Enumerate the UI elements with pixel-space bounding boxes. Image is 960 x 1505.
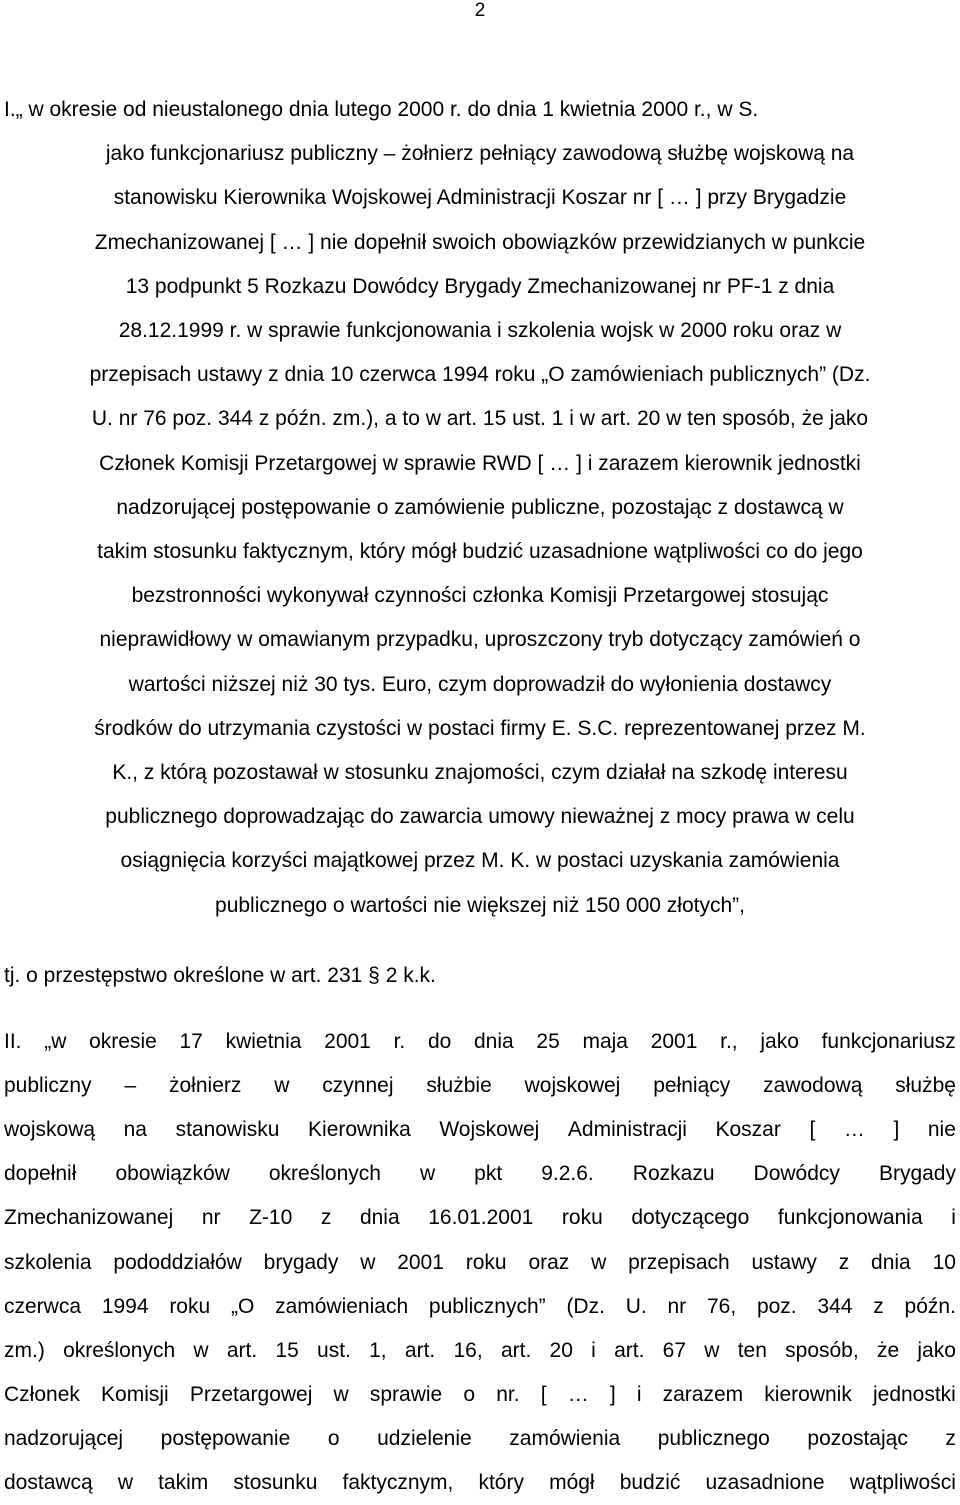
word: Koszar — [715, 1118, 781, 1142]
word: w — [360, 1250, 376, 1274]
word: jako — [917, 1338, 956, 1362]
word: … — [843, 1118, 865, 1142]
word: Członek — [4, 1382, 80, 1406]
word: „w — [44, 1030, 67, 1053]
word: 20 — [549, 1338, 573, 1362]
word: 9.2.6. — [541, 1162, 594, 1186]
word: na — [123, 1118, 147, 1142]
word: o — [327, 1426, 340, 1450]
word: roku — [561, 1206, 603, 1230]
word: wojskowej — [524, 1074, 621, 1098]
section-2-line — [0, 1241, 960, 1285]
word: dostawcą — [4, 1471, 93, 1494]
word: Kierownika — [308, 1118, 411, 1142]
word: publicznego — [657, 1426, 770, 1450]
word: wojskową — [4, 1118, 96, 1142]
word: w — [117, 1471, 133, 1494]
section-2-line — [0, 1020, 960, 1064]
word: jednostki — [872, 1382, 956, 1406]
word: w — [274, 1074, 290, 1098]
word: i — [636, 1382, 642, 1406]
word: o — [463, 1382, 476, 1406]
word: takim — [158, 1471, 209, 1494]
word: 25 — [536, 1030, 560, 1053]
word: stosunku — [233, 1471, 318, 1494]
word: i — [591, 1338, 596, 1362]
section-1-line: 13 podpunkt 5 Rozkazu Dowódcy Brygady Zmechanizowanej nr PF-1 z dnia — [125, 274, 835, 298]
word: oraz — [528, 1250, 570, 1274]
word: zawodową — [763, 1074, 863, 1098]
word: 15 — [275, 1338, 299, 1362]
word: roku — [169, 1294, 211, 1318]
section-1-line: nadzorującej postępowanie o zamówienie publiczne, pozostając z dostawcą w — [116, 495, 844, 519]
word: … — [567, 1382, 589, 1406]
word: nadzorującej — [4, 1426, 124, 1450]
word: sprawie — [369, 1382, 443, 1406]
word: faktycznym, — [342, 1471, 454, 1494]
word: czerwca — [4, 1294, 82, 1318]
section-1-line: publicznego o wartości nie większej niż 150 000 złotych”, — [215, 893, 745, 917]
word: czynnej — [322, 1074, 394, 1098]
section-2-line — [0, 1064, 960, 1108]
word: Przetargowej — [189, 1382, 313, 1406]
word: zm.) — [4, 1338, 45, 1362]
word: – — [124, 1074, 137, 1098]
word: w — [419, 1162, 436, 1186]
word: „O — [230, 1294, 255, 1318]
word: Komisji — [101, 1382, 169, 1406]
word: stanowisku — [175, 1118, 280, 1142]
section-2-line — [0, 1285, 960, 1329]
word: służbę — [895, 1074, 956, 1098]
word: ten — [737, 1338, 767, 1362]
word: [ — [540, 1382, 547, 1406]
section-2-line — [0, 1417, 960, 1461]
qualification-line: tj. o przestępstwo określone w art. 231 § 2 k.k. — [4, 964, 436, 987]
word: art. — [404, 1338, 436, 1362]
page-number: 2 — [474, 0, 486, 21]
word: dnia — [871, 1250, 911, 1274]
word: 16, — [453, 1338, 483, 1362]
word: nr — [667, 1294, 687, 1318]
word: żołnierz — [169, 1074, 242, 1098]
word: ] — [609, 1382, 616, 1406]
section-2-line — [0, 1329, 960, 1373]
word: z — [873, 1294, 884, 1318]
word: w — [333, 1382, 349, 1406]
section-2-line — [0, 1196, 960, 1240]
word: udzielenie — [377, 1426, 472, 1450]
word: nr — [201, 1206, 221, 1230]
word: 1, — [369, 1338, 387, 1362]
section-2-line — [0, 1152, 960, 1196]
word: uzasadnione — [705, 1471, 825, 1494]
section-1-line: Zmechanizowanej [ … ] nie dopełnił swoich obowiązków przewidzianych w punkcie — [94, 230, 866, 254]
word: sposób, — [785, 1338, 859, 1362]
section-1-line: stanowisku Kierownika Wojskowej Administracji Koszar nr [ … ] przy Brygadzie — [113, 186, 847, 210]
section-2-line — [0, 1373, 960, 1417]
section-1-line: Członek Komisji Przetargowej w sprawie RWD [ … ] i zarazem kierownik jednostki — [99, 451, 861, 475]
word: Administracji — [567, 1118, 687, 1142]
word: kierownik — [764, 1382, 852, 1406]
word: określonych — [63, 1338, 176, 1362]
section-1-line: środków do utrzymania czystości w postaci firmy E. S.C. reprezentowanej przez M. — [94, 716, 866, 740]
word: poz. — [756, 1294, 797, 1318]
word: ustawy — [751, 1250, 817, 1274]
word: dopełnił — [4, 1162, 77, 1186]
word: funkcjonariusz — [821, 1030, 956, 1053]
word: 2001 — [650, 1030, 698, 1053]
word: zamówieniach — [275, 1294, 409, 1318]
word: w — [591, 1250, 607, 1274]
word: r. — [393, 1030, 406, 1053]
section-1-line: wartości niższej niż 30 tys. Euro, czym doprowadził do wyłonienia dostawcy — [128, 672, 832, 696]
word: i — [951, 1206, 956, 1230]
word: postępowanie — [160, 1426, 291, 1450]
word: II. — [4, 1030, 22, 1053]
word: 16.01.2001 — [428, 1206, 534, 1230]
section-1-line: 28.12.1999 r. w sprawie funkcjonowania i szkolenia wojsk w 2000 roku oraz w — [118, 319, 842, 342]
word: z — [320, 1206, 332, 1230]
word: 76, — [706, 1294, 737, 1318]
section-1-line: przepisach ustawy z dnia 10 czerwca 1994 roku „O zamówieniach publicznych” (Dz. — [89, 363, 871, 387]
word: zarazem — [662, 1382, 744, 1406]
section-1-line: bezstronności wykonywał czynności członka Komisji Przetargowej stosując — [131, 584, 829, 608]
word: publicznych” — [428, 1294, 546, 1318]
word: maja — [582, 1030, 628, 1053]
word: r., — [720, 1030, 738, 1053]
word: (Dz. — [566, 1294, 605, 1318]
word: późn. — [904, 1294, 956, 1318]
word: że — [876, 1338, 900, 1362]
word: 67 — [662, 1338, 687, 1362]
word: pododdziałów — [113, 1250, 242, 1274]
word: Z-10 — [249, 1206, 293, 1230]
word: budzić — [619, 1471, 681, 1494]
word: 2001 — [324, 1030, 371, 1053]
word: zamówienia — [509, 1426, 621, 1450]
word: ust. — [317, 1338, 351, 1362]
word: 17 — [179, 1030, 203, 1053]
word: funkcjonowania — [777, 1206, 923, 1230]
word: służbie — [426, 1074, 492, 1098]
word: [ — [809, 1118, 816, 1142]
word: w — [193, 1338, 209, 1362]
word: pozostając — [807, 1426, 908, 1450]
word: pełniący — [653, 1074, 731, 1098]
section-2-line — [0, 1461, 960, 1505]
word: ] — [893, 1118, 900, 1142]
word: okresie — [89, 1030, 157, 1053]
word: Rozkazu — [632, 1162, 715, 1186]
word: Dowódcy — [753, 1162, 840, 1186]
word: do — [427, 1030, 452, 1053]
word: w — [704, 1338, 720, 1362]
word: art. — [226, 1338, 258, 1362]
word: roku — [465, 1250, 507, 1274]
word: pkt — [474, 1162, 503, 1186]
word: Brygady — [878, 1162, 956, 1186]
word: nie — [927, 1118, 956, 1142]
word: 1994 — [101, 1294, 149, 1318]
word: U. — [625, 1294, 647, 1318]
word: art. — [614, 1338, 645, 1362]
word: z — [945, 1426, 956, 1450]
word: Zmechanizowanej — [4, 1206, 174, 1230]
word: 2001 — [397, 1250, 444, 1274]
section-1-line: publicznego doprowadzając do zawarcia umowy nieważnej z mocy prawa w celu — [105, 805, 855, 829]
section-1-line: K., z którą pozostawał w stosunku znajomości, czym działał na szkodę interesu — [112, 761, 848, 784]
word: mógł — [549, 1471, 595, 1494]
word: kwietnia — [225, 1030, 302, 1053]
word: jako — [760, 1030, 799, 1053]
section-1-line: jako funkcjonariusz publiczny – żołnierz pełniący zawodową służbę wojskową na — [105, 142, 855, 166]
word: 10 — [932, 1250, 956, 1274]
word: dnia — [474, 1030, 514, 1053]
word: nr. — [496, 1382, 520, 1406]
word: obowiązków — [115, 1162, 230, 1186]
word: który — [478, 1471, 524, 1494]
word: 344 — [817, 1294, 853, 1318]
section-1-line: U. nr 76 poz. 344 z późn. zm.), a to w art. 15 ust. 1 i w art. 20 w ten sposób, że jako — [91, 407, 869, 431]
word: z — [838, 1250, 850, 1274]
word: Wojskowej — [439, 1118, 540, 1142]
section-1-line: osiągnięcia korzyści majątkowej przez M. K. w postaci uzyskania zamówienia — [120, 849, 840, 873]
word: przepisach — [628, 1250, 730, 1274]
word: wątpliwości — [849, 1471, 956, 1494]
word: art. — [500, 1338, 532, 1362]
word: dotyczącego — [631, 1206, 750, 1230]
section-1-line: takim stosunku faktycznym, który mógł budzić uzasadnione wątpliwości co do jego — [97, 540, 863, 563]
section-1-line: I.„ w okresie od nieustalonego dnia lutego 2000 r. do dnia 1 kwietnia 2000 r., w S. — [4, 98, 759, 121]
word: szkolenia — [4, 1250, 92, 1274]
word: określonych — [268, 1162, 381, 1186]
word: brygady — [263, 1250, 339, 1274]
section-2-line — [0, 1108, 960, 1152]
word: publiczny — [4, 1074, 92, 1098]
word: dnia — [359, 1206, 400, 1230]
section-1-line: nieprawidłowy w omawianym przypadku, uproszczony tryb dotyczący zamówień o — [99, 628, 861, 652]
